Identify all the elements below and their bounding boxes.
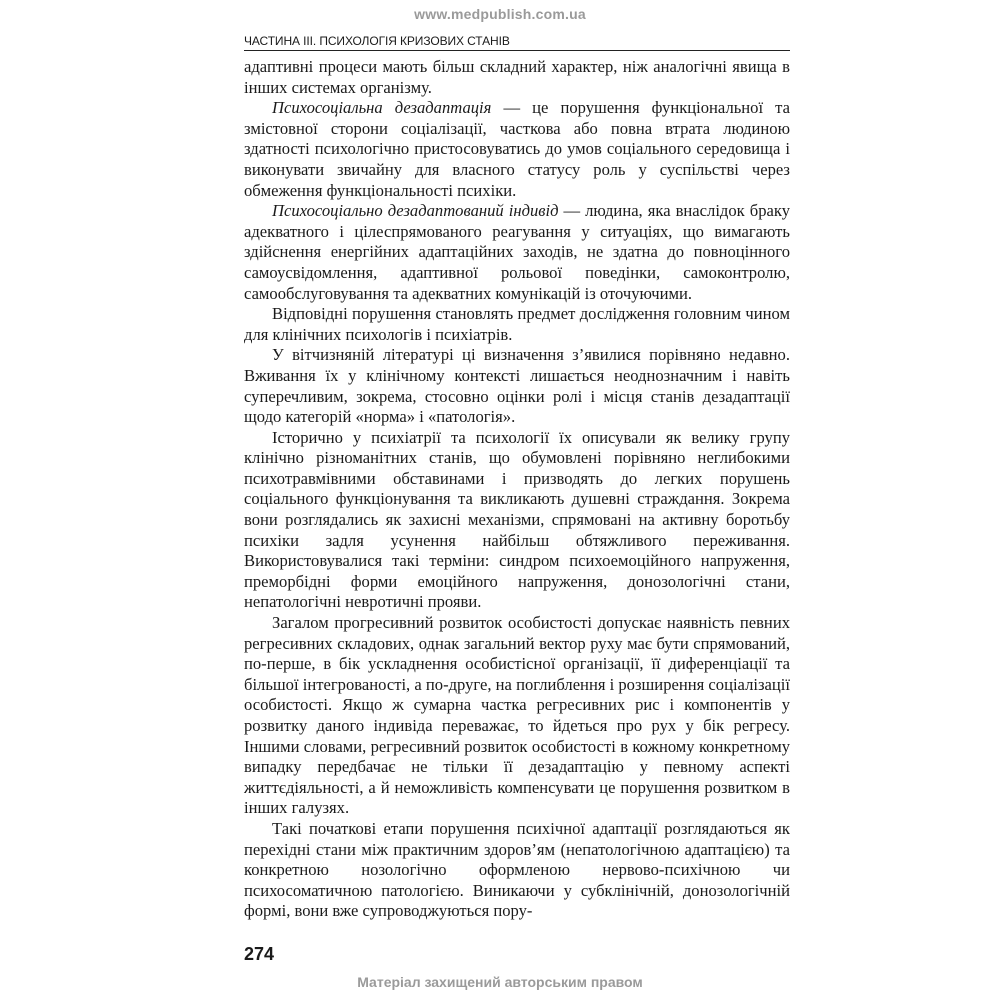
copyright-watermark: Матеріал захищений авторським правом: [357, 974, 643, 990]
running-head: ЧАСТИНА ІІІ. ПСИХОЛОГІЯ КРИЗОВИХ СТАНІВ: [244, 34, 510, 48]
paragraph-text: Відповідні порушення становлять предмет дослідження головним чином для клінічних психологів і психіатрів.: [244, 304, 790, 344]
paragraph: [244, 201, 790, 304]
paragraph: [244, 613, 790, 819]
paragraph-text: У вітчизняній літературі ці визначення з’явилися порівняно недавно. Вживання їх у клінічному контексті лишається неоднозначним і навіть суперечливим, зокрема, стосовно оцінки ролі і місця станів дезадаптації щодо категорій «норма» і «патологія».: [244, 345, 790, 427]
paragraph: [244, 819, 790, 922]
paragraph-text: Загалом прогресивний розвиток особистості допускає наявність певних регресивних складових, однак загальний вектор руху має бути спрямований, по-перше, в бік ускладнення особистісної організації, її диференціації та більшої інтегрованості, а по-друге, на поглиблення і розширення соціалізації особистості. Якщо ж сумарна частка регресивних рис і компонентів у розвитку даного індивіда переважає, то йдеться про рух у бік регресу. Іншими словами, регресивний розвиток особистості в кожному конкретному випадку передбачає не тільки її дезадаптацію у певному аспекті життєдіяльності, а й неможливість компенсувати це порушення розвитком в інших галузях.: [244, 613, 790, 818]
paragraph: [244, 304, 790, 345]
page-number: 274: [244, 944, 275, 964]
paragraph: [244, 98, 790, 201]
term-italic: Психосоціальна дезадаптація: [272, 98, 492, 118]
paragraph: [244, 345, 790, 427]
watermark-url: www.medpublish.com.ua: [414, 6, 586, 22]
paragraph-text: — людина, яка внаслідок браку адекватного і цілеспрямованого реагування у ситуаціях, що вимагають здійснення енергійних адаптаційних заходів, не здатна до повноцінного самоусвідомлення, адаптивної рольової поведінки, самоконтролю, самообслуговування та адекватних комунікацій із оточуючими.: [244, 201, 790, 303]
body-text: [244, 57, 790, 922]
paragraph-text: адаптивні процеси мають більш складний характер, ніж аналогічні явища в інших системах організму.: [244, 57, 790, 97]
paragraph: [244, 57, 790, 98]
term-italic: Психосоціально дезадаптований індивід: [272, 201, 559, 221]
paragraph-text: Історично у психіатрії та психології їх описували як велику групу клінічно різноманітних станів, що обумовлені порівняно неглибокими психотравмівними обставинами і призводять до легких порушень соціального функціонування та викликають душевні страждання. Зокрема вони розглядались як захисні механізми, спрямовані на активну боротьбу психіки задля усунення найбільш обтяжливого переживання. Використовувалися такі терміни: синдром психоемоційного напруження, преморбідні форми емоційного напруження, донозологічні стани, непатологічні невротичні прояви.: [244, 427, 790, 612]
paragraph: [244, 428, 790, 613]
paragraph-text: Такі початкові етапи порушення психічної адаптації розглядаються як перехідні стани між практичним здоров’ям (непатологічною адаптацією) та конкретною нозологічно оформленою нервово-психічною чи психосоматичною патологією. Виникаючи у субклінічній, донозологічній формі, вони вже супроводжуються пору-: [244, 818, 790, 921]
paragraph-text: — це порушення функціональної та змістовної сторони соціалізації, часткова або повна втрата людиною здатності психологічно пристосовуватись до умов соціального середовища і виконувати звичайну для власного статусу роль у суспільстві через обмеження функціональності психіки.: [244, 98, 790, 200]
header-rule: [244, 50, 790, 51]
